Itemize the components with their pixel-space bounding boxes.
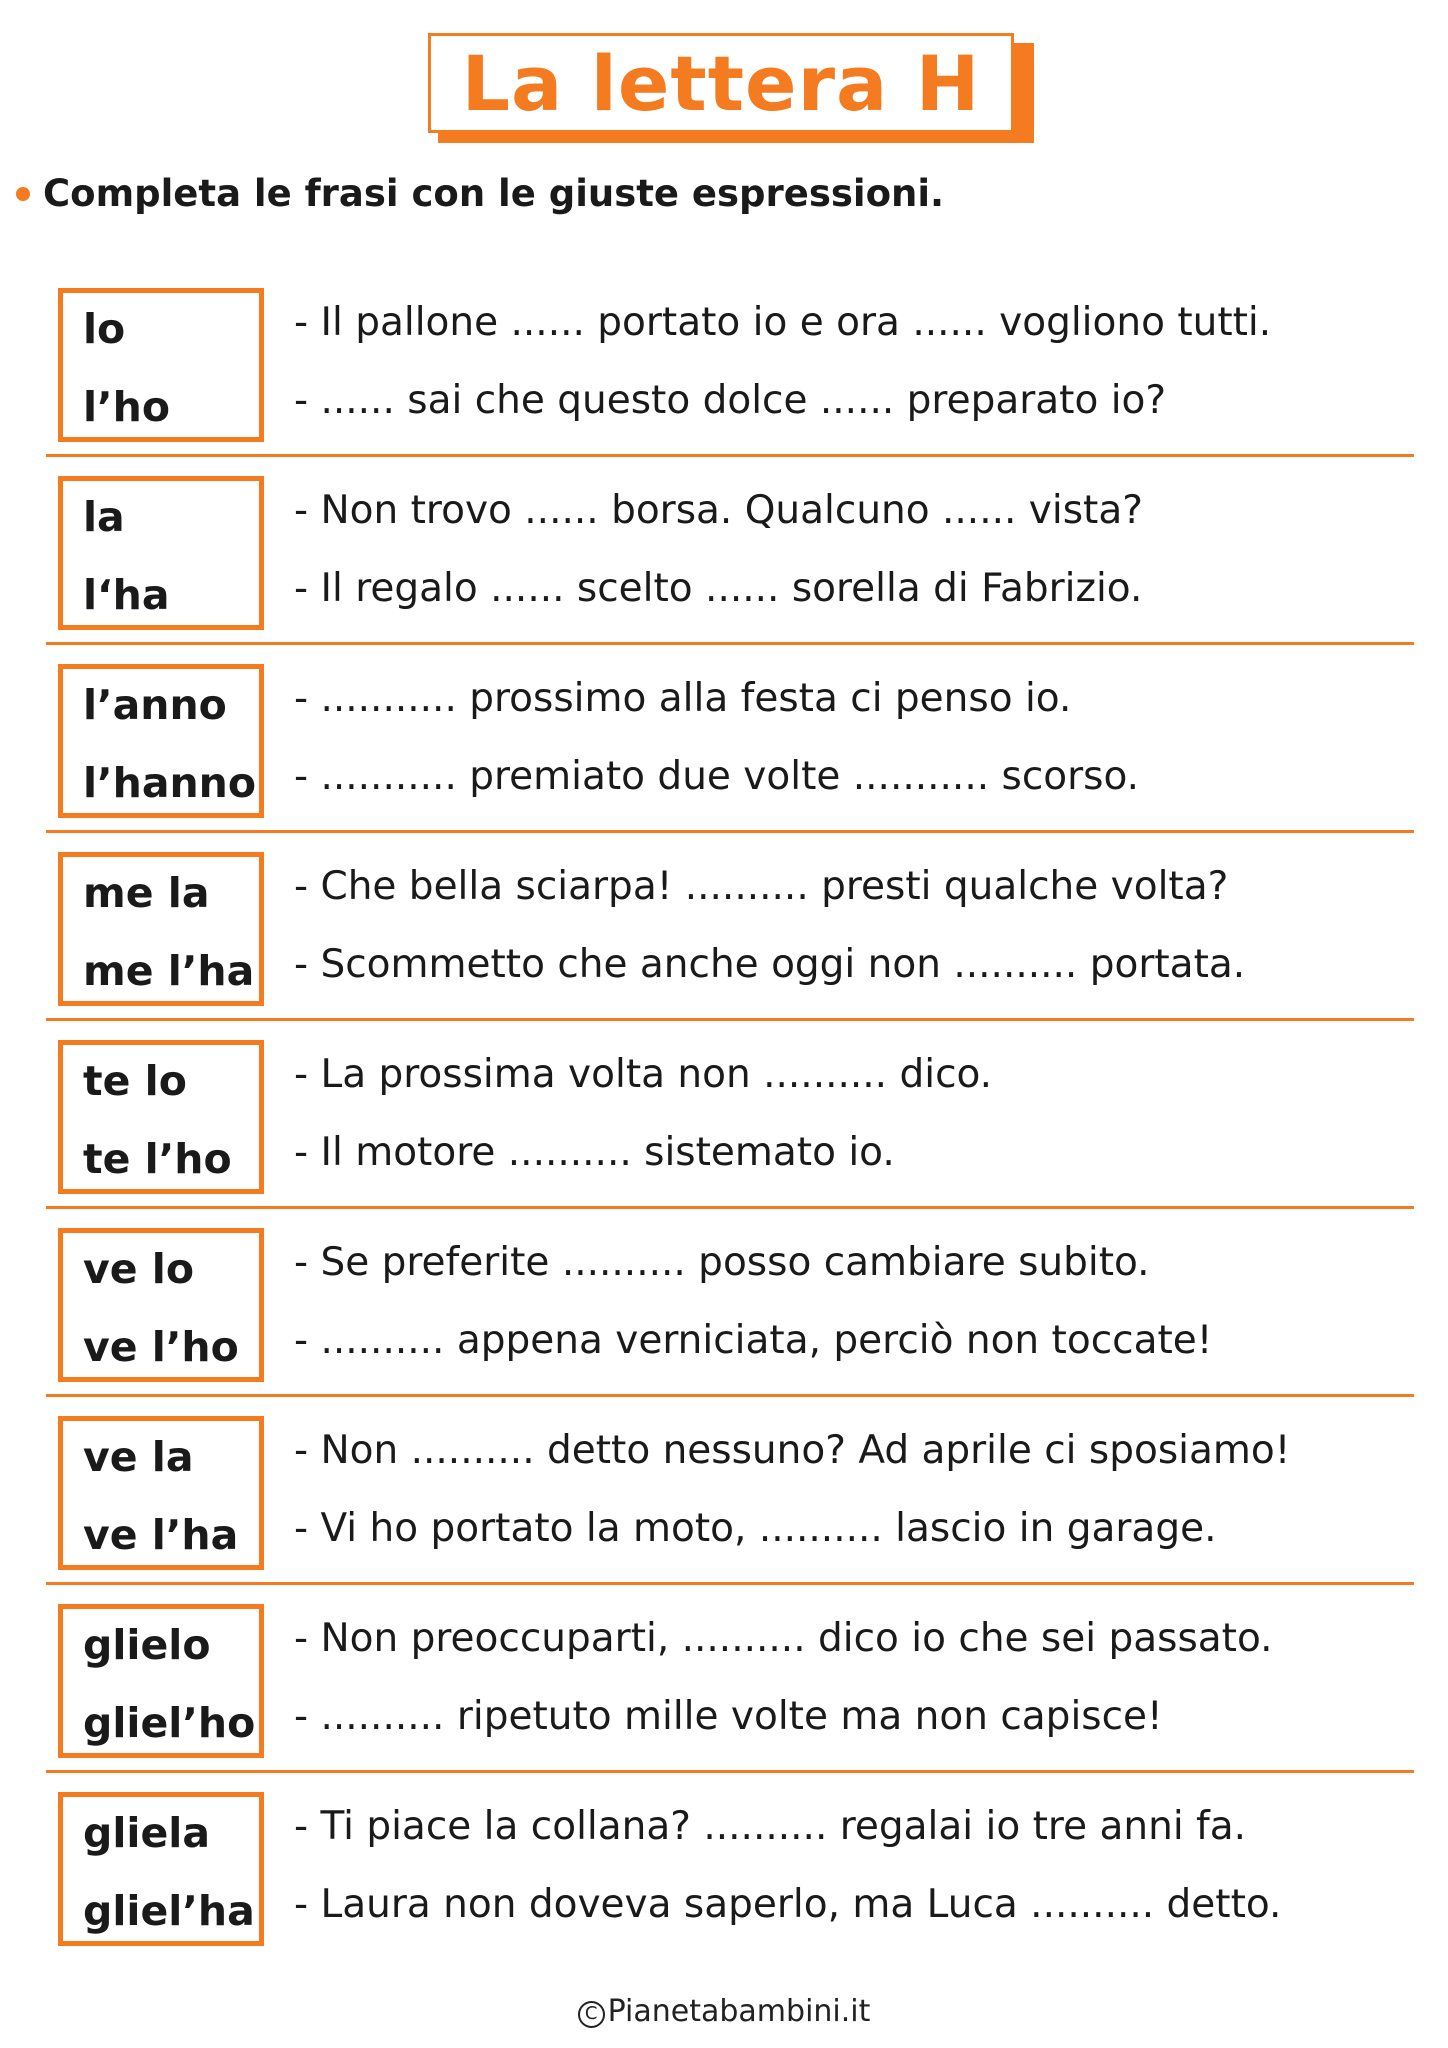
word-box bbox=[58, 852, 264, 1006]
word-box bbox=[58, 1040, 264, 1194]
page-title: La lettera H bbox=[461, 38, 981, 128]
word-option: l’anno bbox=[83, 681, 227, 729]
sentence: - Il pallone ...... portato io e ora ...... vogliono tutti. bbox=[294, 300, 1272, 345]
exercise-row bbox=[46, 1210, 1414, 1398]
word-option: l‘ha bbox=[83, 571, 170, 619]
title-frame bbox=[428, 33, 1034, 143]
word-box bbox=[58, 288, 264, 442]
sentence: - Non trovo ...... borsa. Qualcuno ...... vista? bbox=[294, 488, 1143, 533]
word-option: la bbox=[83, 493, 125, 541]
word-option: ve lo bbox=[83, 1245, 195, 1293]
sentence: - Scommetto che anche oggi non .......... portata. bbox=[294, 942, 1246, 987]
instruction-text: Completa le frasi con le giuste espressioni. bbox=[43, 172, 945, 215]
sentence: - .......... ripetuto mille volte ma non capisce! bbox=[294, 1694, 1163, 1739]
title-box bbox=[428, 33, 1014, 133]
sentence: - Non preoccuparti, .......... dico io che sei passato. bbox=[294, 1616, 1273, 1661]
exercise-row bbox=[46, 270, 1414, 458]
word-option: te l’ho bbox=[83, 1135, 232, 1183]
sentence: - Ti piace la collana? .......... regalai io tre anni fa. bbox=[294, 1804, 1247, 1849]
divider bbox=[46, 1394, 1414, 1397]
sentence: - Il regalo ...... scelto ...... sorella di Fabrizio. bbox=[294, 566, 1143, 611]
footer-site: Pianetabambini.it bbox=[607, 1994, 871, 2029]
word-option: ve l’ho bbox=[83, 1323, 239, 1371]
word-option: me l’ha bbox=[83, 947, 255, 995]
divider bbox=[46, 1206, 1414, 1209]
exercise-row bbox=[46, 646, 1414, 834]
word-box bbox=[58, 1228, 264, 1382]
exercise-row bbox=[46, 1022, 1414, 1210]
sentence: - Il motore .......... sistemato io. bbox=[294, 1130, 895, 1175]
divider bbox=[46, 830, 1414, 833]
word-box bbox=[58, 1416, 264, 1570]
word-option: gliel’ha bbox=[83, 1887, 255, 1935]
instruction bbox=[16, 172, 944, 215]
word-option: gliel’ho bbox=[83, 1699, 256, 1747]
exercise-row bbox=[46, 834, 1414, 1022]
exercise-row bbox=[46, 1774, 1414, 1962]
word-option: l’hanno bbox=[83, 759, 257, 807]
sentence: - Vi ho portato la moto, .......... lascio in garage. bbox=[294, 1506, 1217, 1551]
sentence: - ...... sai che questo dolce ...... preparato io? bbox=[294, 378, 1167, 423]
word-box bbox=[58, 1604, 264, 1758]
word-box bbox=[58, 1792, 264, 1946]
sentence: - ........... prossimo alla festa ci penso io. bbox=[294, 676, 1072, 721]
sentence: - Non .......... detto nessuno? Ad aprile ci sposiamo! bbox=[294, 1428, 1291, 1473]
word-option: l’ho bbox=[83, 383, 170, 431]
divider bbox=[46, 1770, 1414, 1773]
word-option: te lo bbox=[83, 1057, 187, 1105]
word-box bbox=[58, 476, 264, 630]
sentence: - Laura non doveva saperlo, ma Luca .......... detto. bbox=[294, 1882, 1282, 1927]
sentence: - La prossima volta non .......... dico. bbox=[294, 1052, 993, 1097]
bullet-icon bbox=[16, 187, 30, 201]
word-option: lo bbox=[83, 305, 126, 353]
copyright-icon: C bbox=[578, 2001, 605, 2028]
sentence: - ........... premiato due volte ........... scorso. bbox=[294, 754, 1140, 799]
footer-credit bbox=[0, 1994, 1448, 2029]
sentence: - Che bella sciarpa! .......... presti qualche volta? bbox=[294, 864, 1229, 909]
word-box bbox=[58, 664, 264, 818]
divider bbox=[46, 1582, 1414, 1585]
divider bbox=[46, 642, 1414, 645]
exercise-row bbox=[46, 458, 1414, 646]
exercise-row bbox=[46, 1398, 1414, 1586]
word-option: gliela bbox=[83, 1809, 210, 1857]
sentence: - .......... appena verniciata, perciò non toccate! bbox=[294, 1318, 1213, 1363]
word-option: ve la bbox=[83, 1433, 194, 1481]
exercise-row bbox=[46, 1586, 1414, 1774]
divider bbox=[46, 454, 1414, 457]
word-option: glielo bbox=[83, 1621, 211, 1669]
word-option: ve l’ha bbox=[83, 1511, 239, 1559]
sentence: - Se preferite .......... posso cambiare subito. bbox=[294, 1240, 1150, 1285]
divider bbox=[46, 1018, 1414, 1021]
word-option: me la bbox=[83, 869, 210, 917]
